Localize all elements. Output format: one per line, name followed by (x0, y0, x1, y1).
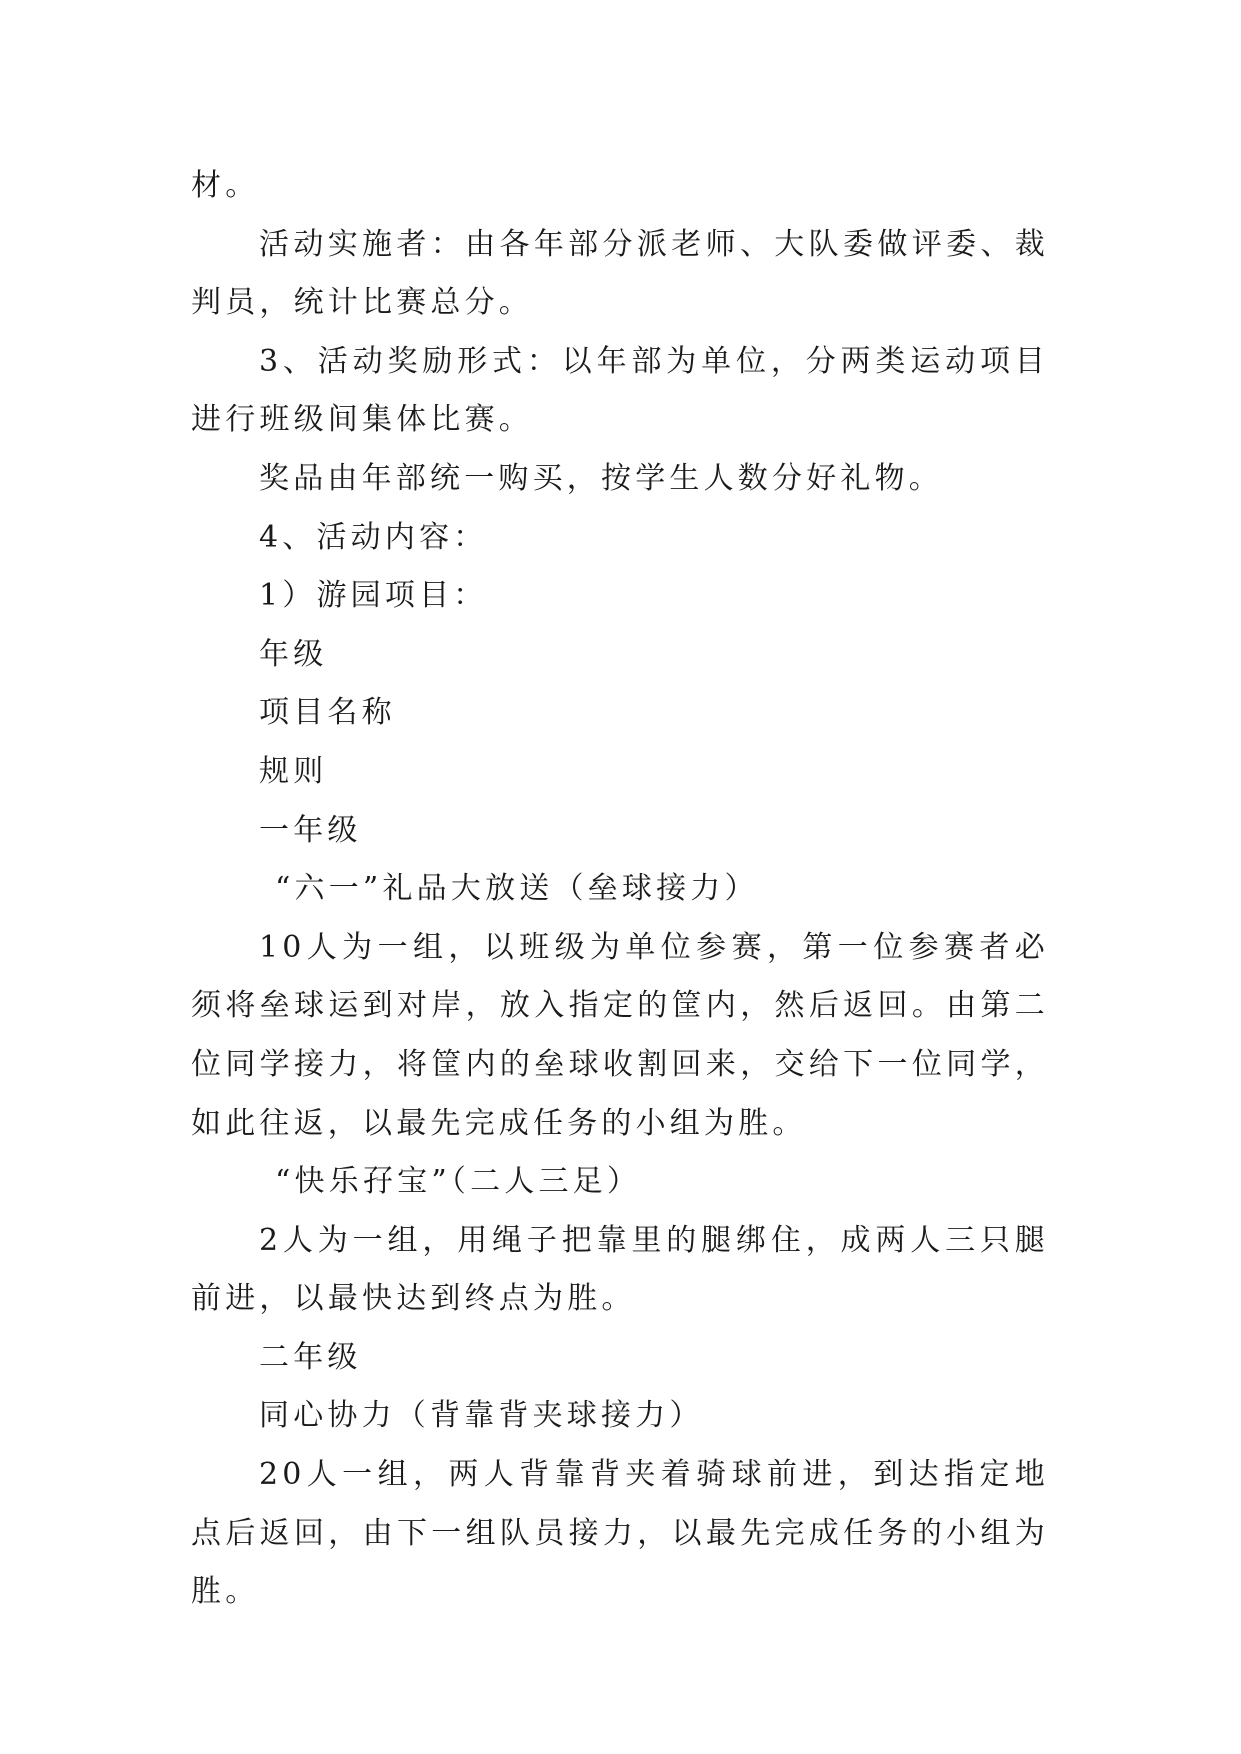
paragraph-prizes: 奖品由年部统一购买，按学生人数分好礼物。 (259, 460, 943, 496)
heading-activity-content: 4、活动内容： (259, 519, 488, 555)
rule-three-legged: 2人为一组，用绳子把靠里的腿绑住，成两人三只腿前进，以最快达到终点为胜。 (191, 1222, 1049, 1317)
table-header-grade: 年级 (259, 636, 328, 672)
table-header-item-name: 项目名称 (259, 695, 396, 731)
grade-label-first: 一年级 (259, 812, 362, 848)
table-header-rules: 规则 (259, 753, 328, 789)
item-name-softball-relay: “六一”礼品大放送（垒球接力） (275, 871, 759, 907)
grade-label-second: 二年级 (259, 1339, 362, 1375)
paragraph-continuation: 材。 (191, 168, 260, 203)
paragraph-reward-form: 3、活动奖励形式：以年部为单位，分两类运动项目进行班级间集体比赛。 (191, 343, 1049, 438)
item-name-three-legged: “快乐孖宝”（二人三足） (275, 1164, 642, 1200)
item-name-back-to-back: 同心协力（背靠背夹球接力） (259, 1398, 704, 1434)
document-body (191, 157, 1049, 1622)
rule-back-to-back: 20人一组，两人背靠背夹着骑球前进，到达指定地点后返回，由下一组队员接力，以最先完成任务的小组为胜。 (191, 1457, 1049, 1610)
paragraph-implementers: 活动实施者：由各年部分派老师、大队委做评委、裁判员，统计比赛总分。 (191, 226, 1049, 321)
heading-garden-items: 1）游园项目： (259, 578, 488, 614)
rule-softball-relay: 10人为一组，以班级为单位参赛，第一位参赛者必须将垒球运到对岸，放入指定的筐内，然后返回。由第二位同学接力，将筐内的垒球收割回来，交给下一位同学，如此往返，以最先完成任务的小组为胜。 (191, 929, 1049, 1141)
